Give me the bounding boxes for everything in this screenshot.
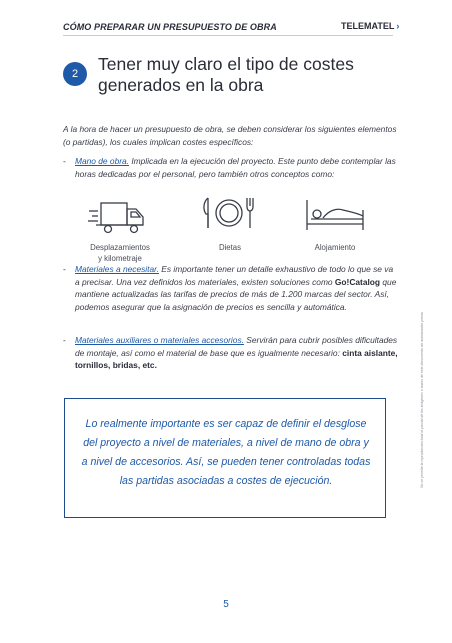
bullet-auxiliary-materials bbox=[63, 334, 398, 372]
intro-paragraph: A la hora de hacer un presupuesto de obra, se deben considerar los siguientes elementos (o partidas), los cuales implican costes específicos: bbox=[63, 124, 397, 147]
header-divider bbox=[63, 35, 393, 36]
icon-label-travel bbox=[70, 242, 170, 264]
bullet-highlight-auxiliary: Materiales auxiliares o materiales accesorios. bbox=[75, 335, 244, 345]
bullet-highlight-labor: Mano de obra. bbox=[75, 156, 130, 166]
page-number: 5 bbox=[223, 599, 229, 610]
document-header-title: CÓMO PREPARAR UN PRESUPUESTO DE OBRA bbox=[63, 22, 277, 32]
bullet-materials bbox=[63, 263, 398, 313]
brand-name: TELEMATEL bbox=[341, 21, 395, 31]
icon-label-lodging: Alojamiento bbox=[314, 243, 356, 252]
bullet-dash: - bbox=[63, 335, 66, 345]
bullet-text-auxiliary: Servirán para cubrir posibles dificultades de montaje, así como el material de base que es igualmente necesario: bbox=[75, 335, 398, 358]
bullet-bold-auxiliary: cinta aislante, tornillos, bridas, etc. bbox=[75, 347, 398, 370]
icon-label-travel-line1: Desplazamientos bbox=[90, 243, 150, 252]
icon-label-travel-line2: y kilometraje bbox=[98, 254, 142, 263]
bullet-dash: - bbox=[63, 156, 66, 166]
plate-cutlery-icon bbox=[200, 194, 260, 234]
copyright-side-note: No se permite la reproducción total ni parcial de las imágenes o textos de este documento sin autorización previa. bbox=[420, 311, 424, 488]
bullet-text-labor: Implicada en la ejecución del proyecto. Este punto debe contemplar las horas dedicadas por el personal, pero también otros conceptos como: bbox=[75, 156, 396, 179]
bed-icon bbox=[303, 196, 367, 234]
bullet-dash: - bbox=[63, 264, 66, 274]
icon-label-meals: Dietas bbox=[218, 243, 242, 252]
product-name-gocatalog: Go!Catalog bbox=[334, 276, 381, 287]
truck-icon bbox=[86, 199, 150, 239]
callout-text: Lo realmente importante es ser capaz de definir el desglose del proyecto a nivel de materiales, a nivel de mano de obra y a nivel de accesorios. Así, se pueden tener controladas todas las partidas asociadas a costes de ejecución. bbox=[81, 418, 371, 487]
bullet-text-materials-2: que mantiene actualizadas las tarifas de precios de más de 1.200 marcas del sector. Así, podemos asegurar que la asignación de precios es sencilla y automática. bbox=[75, 276, 397, 312]
section-number-badge: 2 bbox=[63, 62, 87, 86]
bullet-labor bbox=[63, 155, 398, 180]
chevron-right-icon: › bbox=[396, 21, 400, 31]
bullet-text-materials-1: Es importante tener un detalle exhaustivo de todo lo que se va a precisar. Una vez definidos los materiales, existen soluciones como bbox=[75, 264, 394, 287]
bullet-highlight-materials: Materiales a necesitar. bbox=[75, 264, 159, 274]
section-title: Tener muy claro el tipo de costes generados en la obra bbox=[98, 54, 354, 95]
brand-logo bbox=[341, 21, 399, 31]
